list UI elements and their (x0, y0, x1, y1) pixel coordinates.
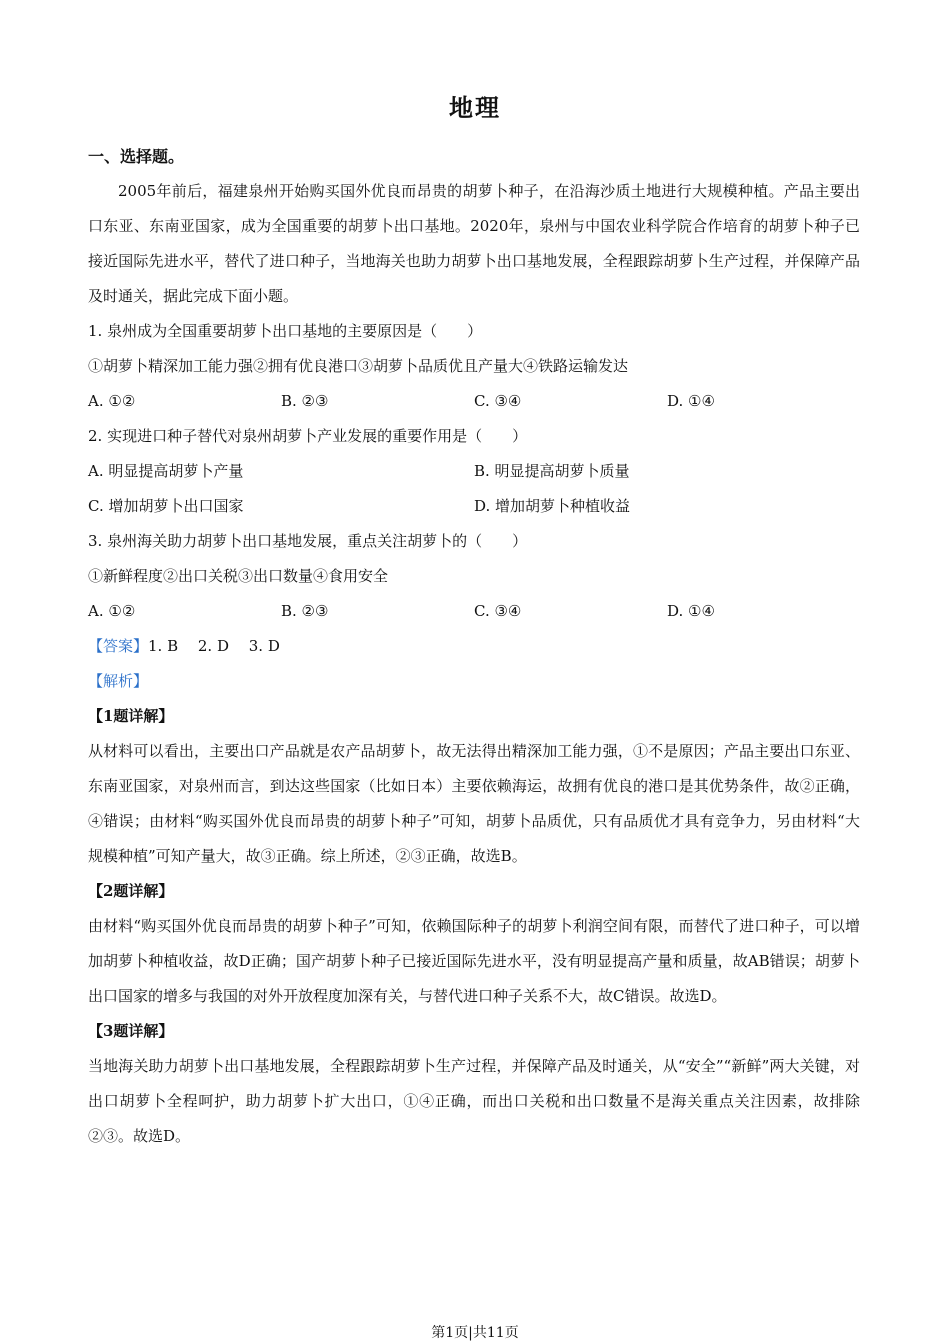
question-3-stem: 3. 泉州海关助力胡萝卜出口基地发展，重点关注胡萝卜的（ ） (88, 532, 528, 550)
question-2-option-a[interactable]: A. 明显提高胡萝卜产量 (88, 462, 244, 480)
question-3-option-c[interactable]: C. ③④ (474, 602, 522, 620)
question-3-option-b[interactable]: B. ②③ (281, 602, 329, 620)
answer-text: 1. B 2. D 3. D (148, 637, 280, 655)
detail-3-heading: 【3题详解】 (88, 1022, 174, 1040)
question-2-options-row-1 (88, 454, 860, 489)
question-2-option-b[interactable]: B. 明显提高胡萝卜质量 (474, 462, 630, 480)
answer-tag: 【答案】 (88, 637, 149, 655)
detail-2-text: 由材料“购买国外优良而昂贵的胡萝卜种子”可知，依赖国际种子的胡萝卜利润空间有限，而替代了进口种子，可以增加胡萝卜种植收益，故D正确；国产胡萝卜种子已接近国际先进水平，没有明显提高产量和质量，故AB错误；胡萝卜出口国家的增多与我国的对外开放程度加深有关，与替代进口种子关系不大，故C错误。故选D。 (88, 917, 860, 1005)
question-1-option-b[interactable]: B. ②③ (281, 392, 329, 410)
page-title: 地理 (449, 93, 501, 122)
question-2-options-row-2 (88, 489, 860, 524)
section-heading: 一、选择题。 (88, 147, 185, 166)
detail-1-heading: 【1题详解】 (88, 707, 174, 725)
question-2-option-d[interactable]: D. 增加胡萝卜种植收益 (474, 497, 631, 515)
question-3-options (88, 594, 860, 629)
question-2-option-c[interactable]: C. 增加胡萝卜出口国家 (88, 497, 244, 515)
analysis-line (88, 664, 860, 699)
detail-3-text: 当地海关助力胡萝卜出口基地发展，全程跟踪胡萝卜生产过程，并保障产品及时通关，从“安全”“新鲜”两大关键，对出口胡萝卜全程呵护，助力胡萝卜扩大出口，①④正确，而出口关税和出口数量不是海关重点关注因素，故排除②③。故选D。 (88, 1057, 860, 1145)
page-footer: 第1页|共11页 (431, 1325, 519, 1341)
question-1-option-a[interactable]: A. ①② (88, 392, 136, 410)
question-1-stem: 1. 泉州成为全国重要胡萝卜出口基地的主要原因是（ ） (88, 322, 483, 340)
page-content (88, 140, 860, 1154)
analysis-tag: 【解析】 (88, 672, 149, 690)
question-3-option-a[interactable]: A. ①② (88, 602, 136, 620)
question-1-items: ①胡萝卜精深加工能力强②拥有优良港口③胡萝卜品质优且产量大④铁路运输发达 (88, 357, 629, 375)
question-3-items: ①新鲜程度②出口关税③出口数量④食用安全 (88, 567, 389, 585)
question-3-option-d[interactable]: D. ①④ (667, 602, 715, 620)
detail-1-text: 从材料可以看出，主要出口产品就是农产品胡萝卜，故无法得出精深加工能力强，①不是原因；产品主要出口东亚、东南亚国家，对泉州而言，到达这些国家（比如日本）主要依赖海运，故拥有优良的港口是其优势条件，故②正确，④错误；由材料“购买国外优良而昂贵的胡萝卜种子”可知，胡萝卜品质优，只有品质优才具有竞争力，另由材料“大规模种植”可知产量大，故③正确。综上所述，②③正确，故选B。 (88, 742, 860, 865)
passage: 2005年前后，福建泉州开始购买国外优良而昂贵的胡萝卜种子，在沿海沙质土地进行大规模种植。产品主要出口东亚、东南亚国家，成为全国重要的胡萝卜出口基地。2020年，泉州与中国农业科学院合作培育的胡萝卜种子已接近国际先进水平，替代了进口种子，当地海关也助力胡萝卜出口基地发展，全程跟踪胡萝卜生产过程，并保障产品及时通关，据此完成下面小题。 (88, 182, 860, 305)
answer-line (88, 629, 860, 664)
question-1-option-d[interactable]: D. ①④ (667, 392, 715, 410)
question-1-option-c[interactable]: C. ③④ (474, 392, 522, 410)
question-2-stem: 2. 实现进口种子替代对泉州胡萝卜产业发展的重要作用是（ ） (88, 427, 528, 445)
question-1-options (88, 384, 860, 419)
detail-2-heading: 【2题详解】 (88, 882, 174, 900)
